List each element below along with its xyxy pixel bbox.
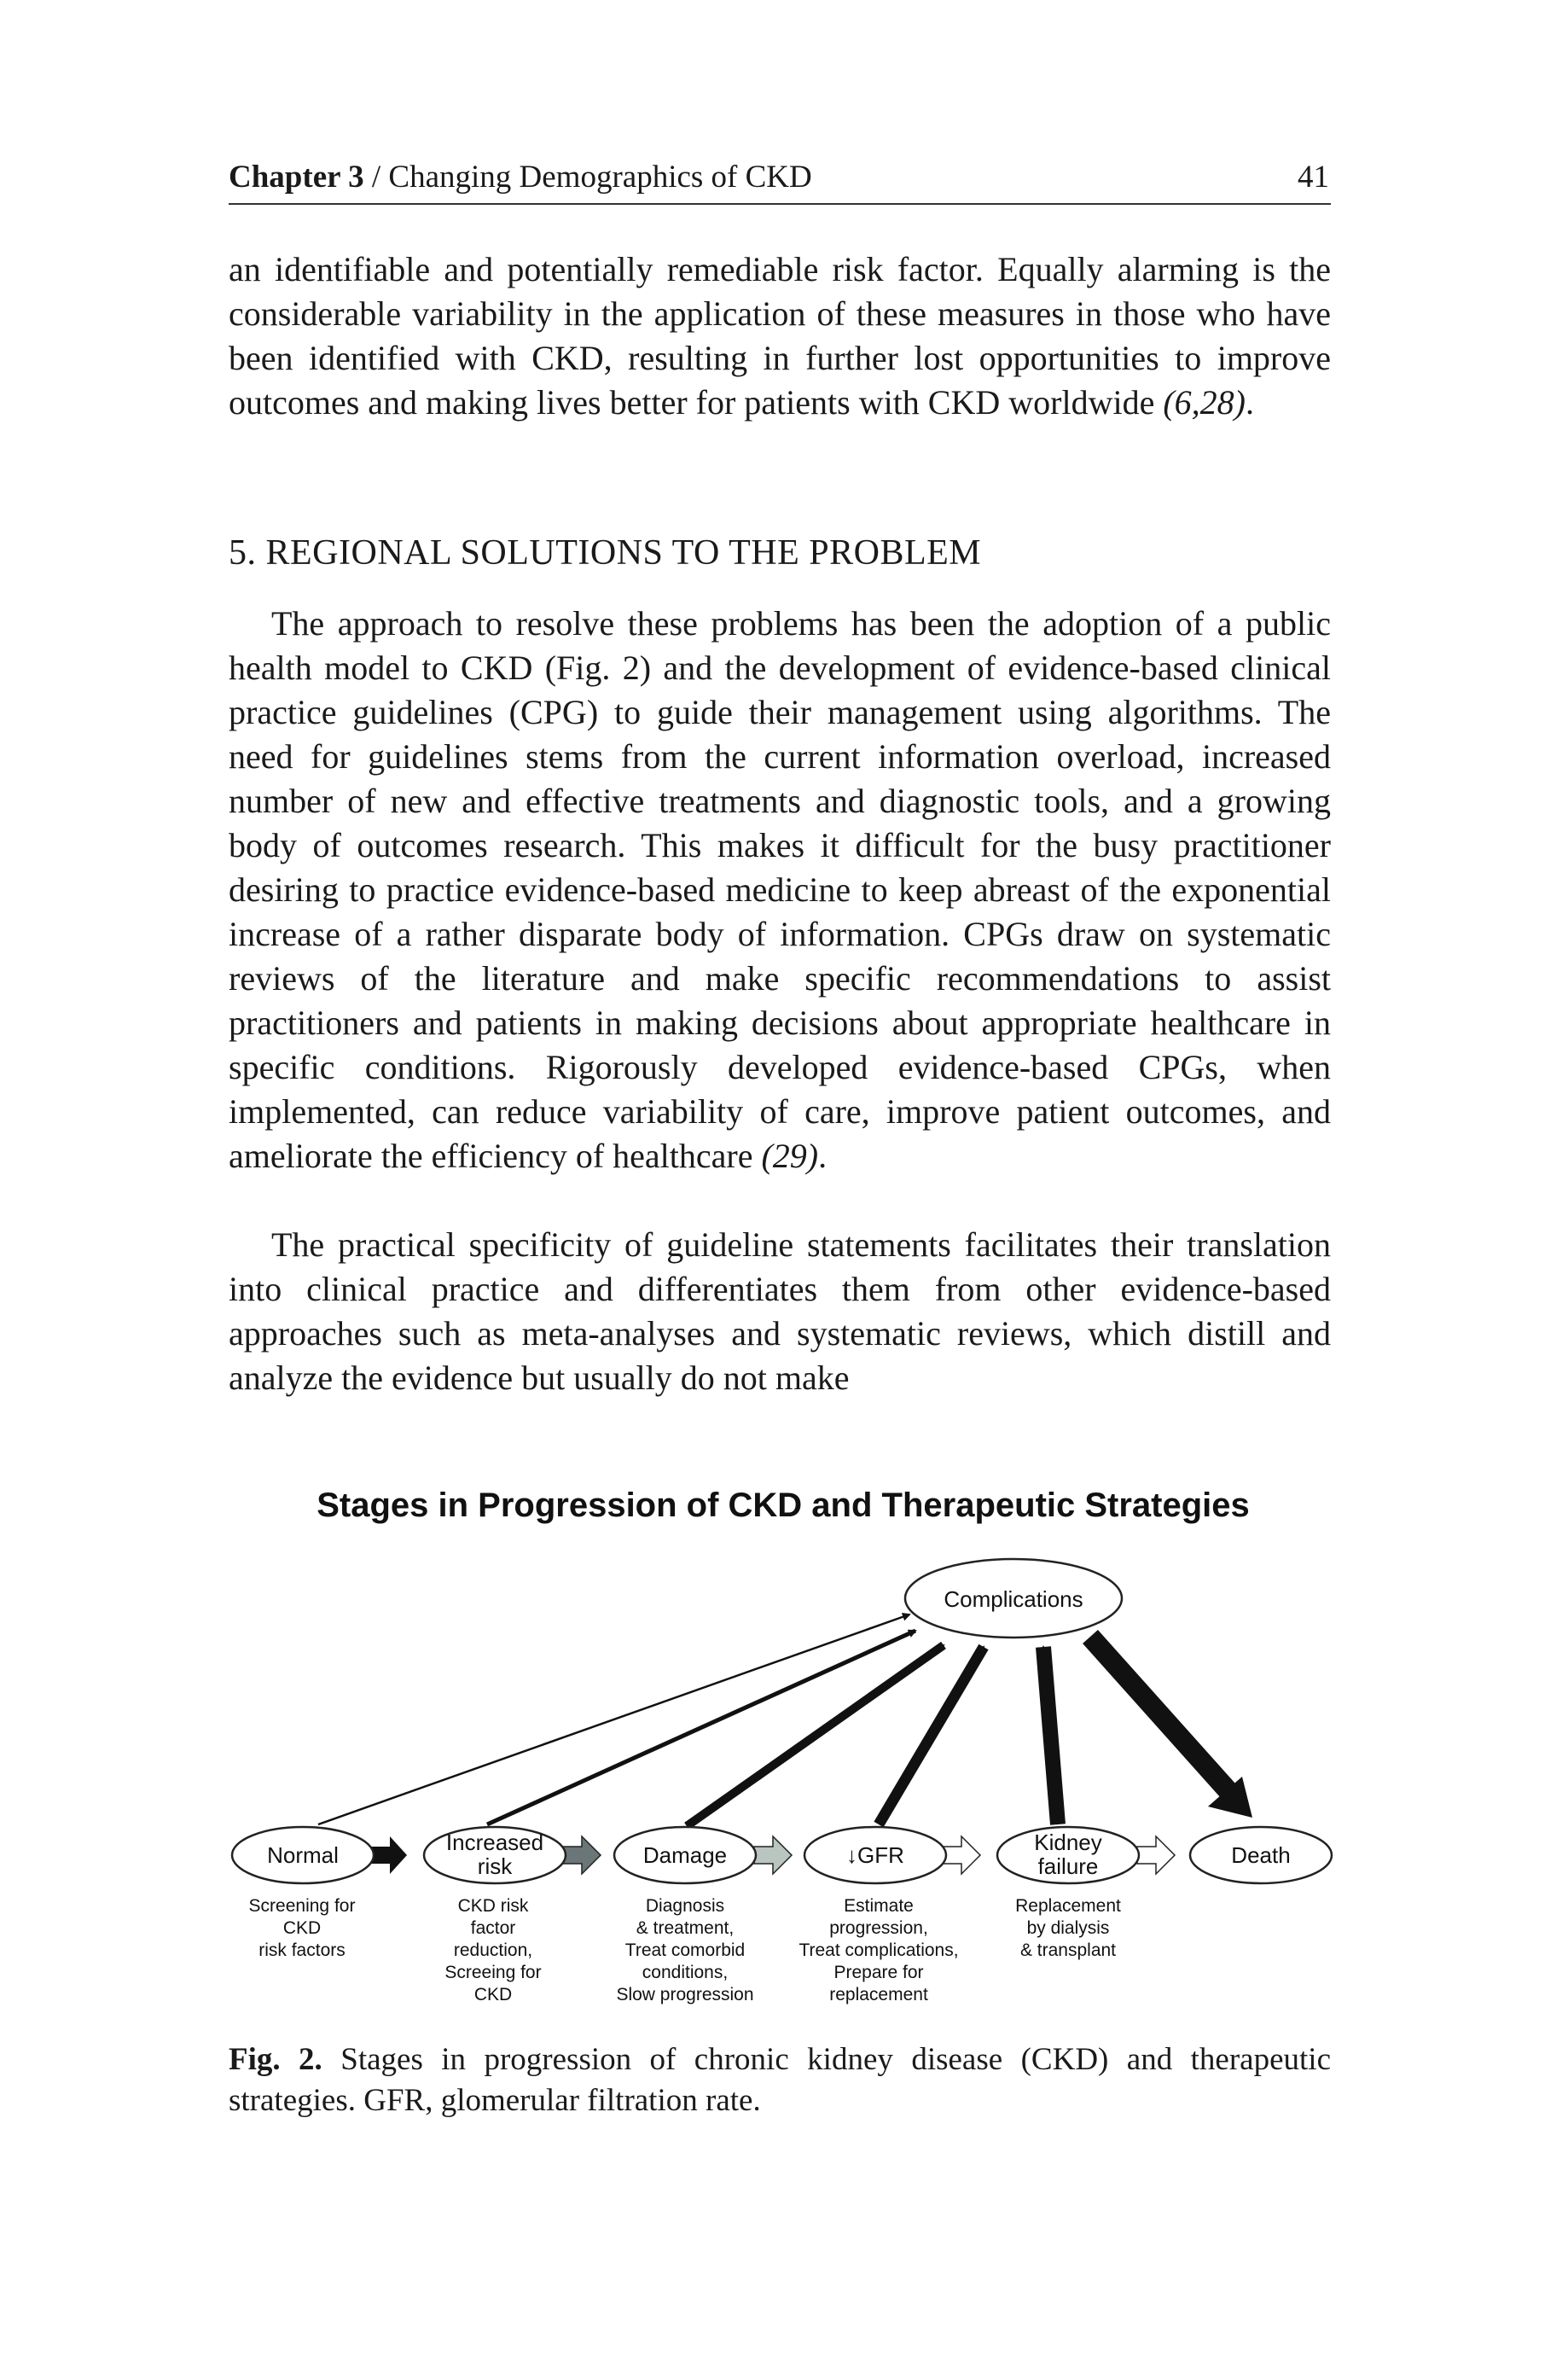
strategy-line: CKD risk [457,1896,529,1916]
strategy-damage [616,1896,753,2004]
stage-label-line2: risk [477,1853,513,1879]
figure-2 [229,1476,1338,2005]
chapter-title: Changing Demographics of CKD [388,160,812,195]
figure-caption [229,2039,1331,2121]
arrow-normal-to-complications [318,1615,909,1824]
strategy-kidney-failure [1015,1896,1121,1960]
stage-label-line2: failure [1037,1853,1099,1879]
paragraph-2-end: . [818,1137,828,1175]
chapter-label: Chapter 3 [229,160,364,195]
block-arrow-5 [1137,1836,1175,1874]
paragraph-2-text: The approach to resolve these problems has been the adoption of a public health model to CKD (Fig. 2) and the development of evidence-based clinical practice guidelines (CPG) to guide their management using algorithms. The need for guidelines stems from the current information overload, increased number of new and effective treatments and diagnostic tools, and a growing body of outcomes research. This makes it difficult for the busy practitioner desiring to practice evidence-based medicine to keep abreast of the exponential increase of a rather disparate body of information. CPGs draw on systematic reviews of the literature and make specific recommendations to assist practitioners and patients in making decisions about appropriate healthcare in specific conditions. Rigorously developed evidence-based CPGs, when implemented, can reduce variability of care, improve patient outcomes, and ameliorate the efficiency of healthcare [229,604,1331,1175]
strategy-increased-risk [444,1896,541,2004]
strategy-line: Diagnosis [645,1896,725,1916]
block-arrow-2 [563,1836,601,1874]
complications-label: Complications [944,1586,1083,1612]
strategy-line: Replacement [1015,1896,1121,1916]
page-number: 41 [1298,160,1329,195]
stage-label-line1: Damage [642,1842,728,1868]
stage-label-line1: ↓GFR [846,1842,904,1868]
strategy-line: Screening for [248,1896,356,1916]
figure-label: Fig. 2. [229,2042,322,2077]
strategy-line: by dialysis [1026,1918,1110,1938]
block-arrow-4 [943,1836,980,1874]
strategy-line: Treat comorbid [624,1940,746,1960]
paragraph-1-text: an identifiable and potentially remediable risk factor. Equally alarming is the considerable variability in the application of these measures in those who have been identified with CKD, resulting in further lost opportunities to improve outcomes and making lives better for patients with CKD worldwide [229,250,1331,422]
citation: (29) [761,1137,819,1175]
strategy-line: CKD [282,1918,322,1938]
arrow-complications-to-death [1090,1637,1235,1799]
stage-label-line1: Normal [267,1842,339,1868]
arrow-damage-to-complications [687,1645,944,1826]
strategy-line: Estimate [844,1896,914,1916]
strategy-line: reduction, [453,1940,533,1960]
strategy-line: conditions, [642,1963,729,1982]
strategy-line: & transplant [1019,1940,1117,1960]
strategy-line: CKD [473,1985,513,2004]
header-separator: / [363,160,389,195]
stage-label-line1: Death [1231,1842,1291,1868]
paragraph-3: The practical specificity of guideline statements facilitates their translation into clinical practice and differentiates them from other evidence-based approaches such as meta-analyses and systematic reviews, which distill and analyze the evidence but usually do not make [229,1225,1331,1397]
paragraph-1 [229,247,1331,425]
running-head [229,159,1331,205]
strategy-line: Prepare for [833,1963,924,1982]
stage-label-line1: Kidney [1034,1830,1102,1855]
figure-title: Stages in Progression of CKD and Therapeutic Strategies [317,1487,1250,1524]
arrow-failure-to-complications [1043,1647,1058,1824]
ckd-stages-diagram [229,1476,1338,2005]
strategy-line: progression, [829,1918,928,1938]
citation: (6,28) [1163,383,1246,422]
strategy-line: risk factors [258,1940,346,1960]
strategy-line: Slow progression [616,1985,754,2004]
strategy-line: Screeing for [444,1963,542,1982]
strategy-line: factor [470,1918,516,1938]
arrow-gfr-to-complications [879,1647,984,1824]
strategy-gfr [799,1896,958,2004]
block-arrow-3 [754,1836,792,1874]
stage-label-line1: Increased [445,1830,544,1855]
paragraph-2 [229,602,1331,1178]
strategy-line: Treat complications, [799,1940,959,1960]
paragraph-1-end: . [1245,383,1254,422]
strategy-line: replacement [829,1985,928,2004]
strategy-normal [249,1896,356,1960]
arrow-risk-to-complications [487,1631,915,1824]
strategy-line: & treatment, [636,1918,735,1938]
caption-text: Stages in progression of chronic kidney disease (CKD) and therapeutic strategies. GFR, glomerular filtration rate. [229,2042,1331,2118]
block-arrow-1 [371,1836,407,1874]
section-heading: 5. REGIONAL SOLUTIONS TO THE PROBLEM [229,533,982,573]
